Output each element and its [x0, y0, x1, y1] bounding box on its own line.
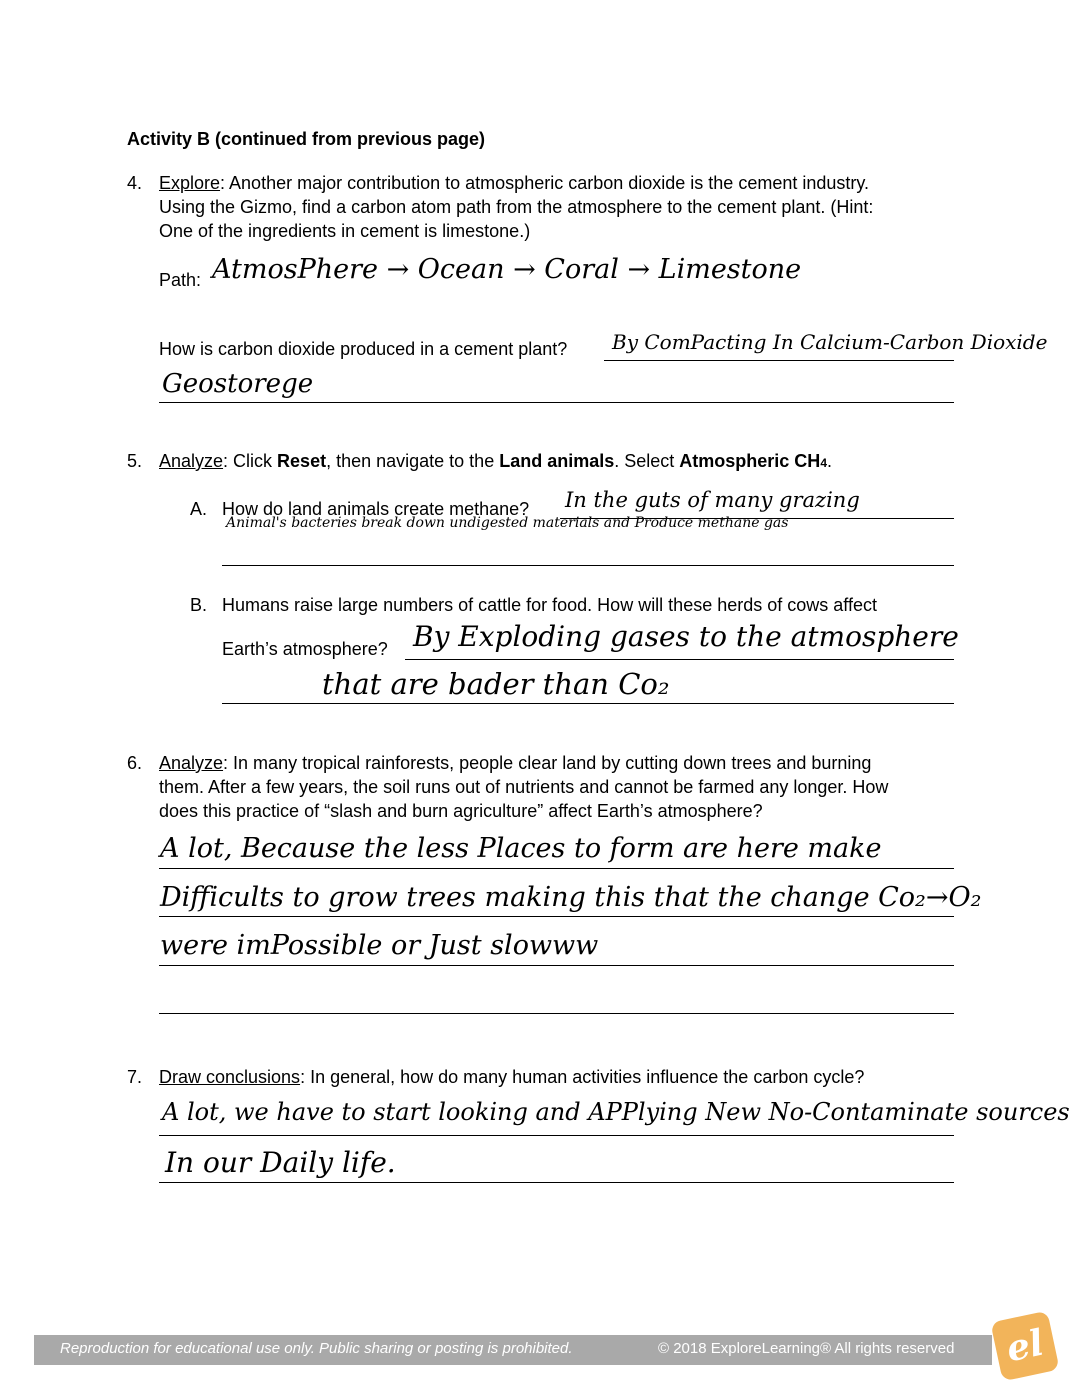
- q4-path-label: Path:: [159, 270, 202, 290]
- q5b-answer-line-1: [405, 659, 954, 660]
- q7-label: Draw conclusions: [159, 1067, 301, 1087]
- footer-disclaimer: Reproduction for educational use only. Public sharing or posting is prohibited.: [60, 1340, 573, 1357]
- q5-land-animals: Land animals: [499, 451, 615, 471]
- q4-line3: One of the ingredients in cement is limestone.): [159, 221, 531, 241]
- q4-prompt: [159, 171, 979, 243]
- q6-number: 6.: [127, 753, 143, 773]
- footer-bar: [34, 1335, 992, 1365]
- q4-answer-2: Geostorege: [162, 369, 314, 399]
- q7-text: : In general, how do many human activities influence the carbon cycle?: [300, 1067, 865, 1087]
- q5b-answer-1: By Exploding gases to the atmosphere: [413, 620, 959, 653]
- explorelearning-logo: el: [990, 1311, 1059, 1382]
- q7-number: 7.: [127, 1067, 143, 1087]
- page-heading: Activity B (continued from previous page): [127, 129, 486, 149]
- q4-answer-line-1: [604, 360, 954, 361]
- q5-prompt: [159, 449, 832, 475]
- q6-answer-line-4: [159, 1013, 954, 1014]
- q6-answer-line-2: [159, 916, 954, 917]
- q4-label: Explore: [159, 173, 221, 193]
- q4-answer-line-2: [159, 402, 954, 403]
- q6-answer-3: were imPossible or Just slowww: [160, 930, 599, 961]
- q5-text-2: , then navigate to the: [326, 451, 500, 471]
- q5b-answer-2: that are bader than Co₂: [322, 667, 670, 701]
- q5b-letter: B.: [190, 595, 208, 615]
- q7-answer-line-1: [159, 1135, 954, 1136]
- q5a-answer-2: Animal's bacteries break down undigested materials and Produce methane gas: [226, 515, 789, 531]
- q4-question: How is carbon dioxide produced in a cement plant?: [159, 339, 568, 359]
- q7-answer-line-2: [159, 1182, 954, 1183]
- q5b-answer-line-2: [222, 703, 954, 704]
- q5a-letter: A.: [190, 499, 208, 519]
- q5b-question-2: Earth’s atmosphere?: [222, 639, 388, 659]
- q6-answer-2: Difficults to grow trees making this that the change Co₂→O₂: [160, 882, 982, 913]
- q6-answer-line-1: [159, 868, 954, 869]
- q6-prompt: [159, 751, 979, 823]
- q5-text-3: . Select: [614, 451, 680, 471]
- q6-line3: does this practice of “slash and burn agriculture” affect Earth’s atmosphere?: [159, 801, 763, 821]
- q6-answer-line-3: [159, 965, 954, 966]
- q4-path-answer: AtmosPhere → Ocean → Coral → Limestone: [212, 254, 802, 285]
- q5-text-1: : Click: [223, 451, 278, 471]
- footer-copyright: © 2018 ExploreLearning® All rights reserved: [658, 1340, 955, 1357]
- q5b-question-1: Humans raise large numbers of cattle for food. How will these herds of cows affect: [222, 595, 877, 615]
- q7-answer-2: In our Daily life.: [165, 1146, 396, 1179]
- q5-atmospheric: Atmospheric CH: [679, 451, 821, 471]
- q5-number: 5.: [127, 451, 143, 471]
- q6-line2: them. After a few years, the soil runs out of nutrients and cannot be farmed any longer. How: [159, 777, 889, 797]
- q6-label: Analyze: [159, 753, 224, 773]
- q4-line1: : Another major contribution to atmospheric carbon dioxide is the cement industry.: [220, 173, 870, 193]
- q4-answer-1: By ComPacting In Calcium-Carbon Dioxide: [612, 330, 1048, 354]
- q5a-answer-line-2: [222, 565, 954, 566]
- q7-answer-1: A lot, we have to start looking and APPlying New No-Contaminate sources: [162, 1098, 1070, 1126]
- q7-prompt: [159, 1065, 864, 1089]
- q5-label: Analyze: [159, 451, 224, 471]
- q5-reset: Reset: [277, 451, 327, 471]
- q6-line1: : In many tropical rainforests, people clear land by cutting down trees and burning: [223, 753, 872, 773]
- q5-subscript: 4: [820, 456, 827, 470]
- q4-line2: Using the Gizmo, find a carbon atom path from the atmosphere to the cement plant. (Hint:: [159, 197, 874, 217]
- q4-number: 4.: [127, 173, 143, 193]
- q5-text-4: .: [827, 451, 833, 471]
- q5a-answer-1: In the guts of many grazing: [565, 488, 860, 512]
- q6-answer-1: A lot, Because the less Places to form are here make: [160, 833, 882, 864]
- q5a-question: How do land animals create methane?: [222, 499, 530, 519]
